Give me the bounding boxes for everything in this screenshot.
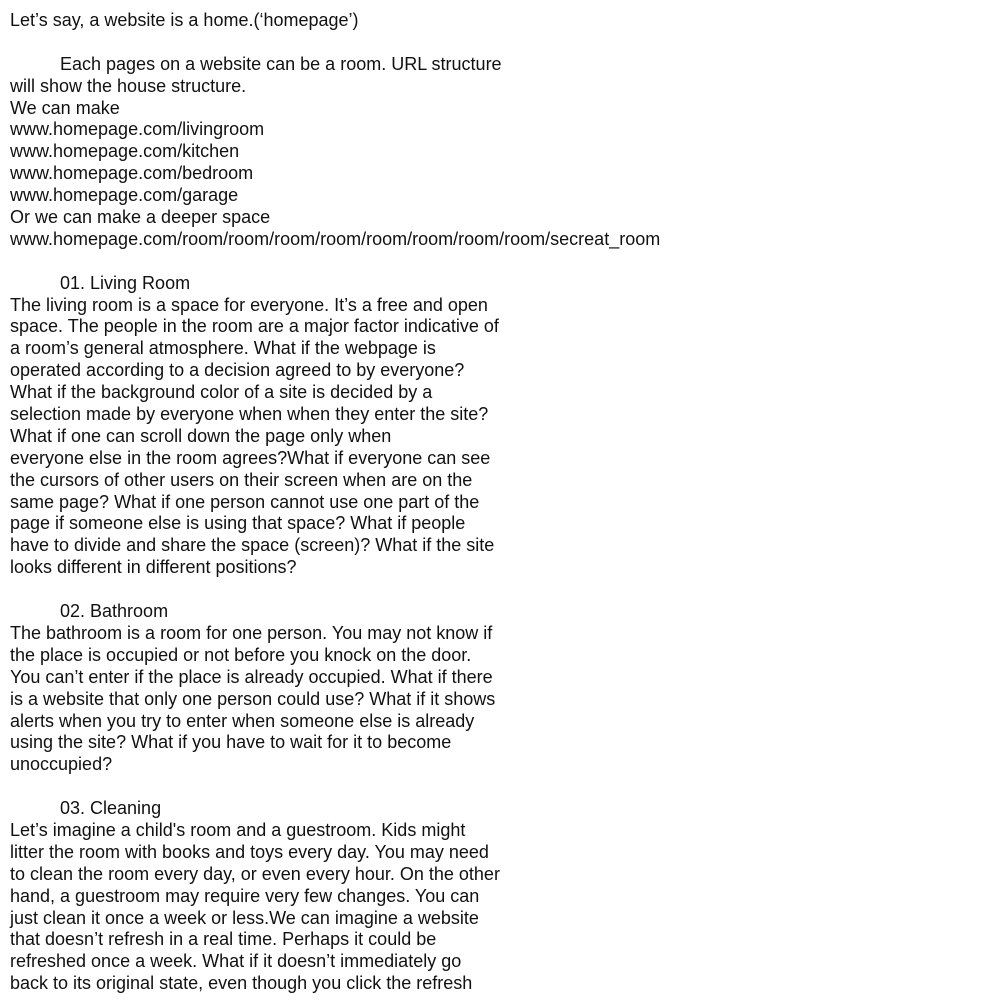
section-line: have to divide and share the space (screen)? What if the site xyxy=(10,535,495,556)
url-secret-room: www.homepage.com/room/room/room/room/room/room/room/room/secreat_room xyxy=(10,228,661,249)
section-line: same page? What if one person cannot use one part of the xyxy=(10,491,480,512)
section-line: just clean it once a week or less.We can imagine a website xyxy=(10,907,479,928)
section-line: hand, a guestroom may require very few changes. You can xyxy=(10,885,480,906)
section-bathroom xyxy=(10,601,990,776)
url-garage: www.homepage.com/garage xyxy=(10,185,239,206)
intro-paragraph xyxy=(10,54,990,251)
section-line: What if the background color of a site is decided by a xyxy=(10,382,433,403)
section-line: the cursors of other users on their screen when are on the xyxy=(10,469,473,490)
spacer xyxy=(10,776,990,798)
section-line: Let’s imagine a child's room and a guestroom. Kids might xyxy=(10,819,466,840)
section-line: litter the room with books and toys every day. You may need xyxy=(10,841,489,862)
section-line: the place is occupied or not before you knock on the door. xyxy=(10,644,472,665)
section-line: everyone else in the room agrees?What if everyone can see xyxy=(10,447,491,468)
spacer xyxy=(10,579,990,601)
section-line: refreshed once a week. What if it doesn’t immediately go xyxy=(10,951,462,972)
url-livingroom: www.homepage.com/livingroom xyxy=(10,119,265,140)
section-line: that doesn’t refresh in a real time. Perhaps it could be xyxy=(10,929,437,950)
section-line: You can’t enter if the place is already occupied. What if there xyxy=(10,666,493,687)
section-line: The living room is a space for everyone. It’s a free and open xyxy=(10,294,488,315)
section-line: The bathroom is a room for one person. You may not know if xyxy=(10,622,493,643)
intro-line: Each pages on a website can be a room. URL structure xyxy=(60,53,502,74)
section-heading: 03. Cleaning xyxy=(60,798,162,819)
section-heading: 02. Bathroom xyxy=(60,601,169,622)
section-line: is a website that only one person could use? What if it shows xyxy=(10,688,496,709)
intro-line: will show the house structure. xyxy=(10,75,247,96)
url-kitchen: www.homepage.com/kitchen xyxy=(10,141,240,162)
section-line: to clean the room every day, or even every hour. On the other xyxy=(10,863,500,884)
spacer xyxy=(10,32,990,54)
section-line: operated according to a decision agreed to by everyone? xyxy=(10,360,465,381)
section-line: alerts when you try to enter when someone else is already xyxy=(10,710,475,731)
section-line: space. The people in the room are a major factor indicative of xyxy=(10,316,499,337)
intro-title: Let’s say, a website is a home.(‘homepage’) xyxy=(10,10,359,30)
section-line: back to its original state, even though you click the refresh xyxy=(10,973,473,994)
section-line: looks different in different positions? xyxy=(10,557,297,578)
section-line: a room’s general atmosphere. What if the webpage is xyxy=(10,338,436,359)
url-bedroom: www.homepage.com/bedroom xyxy=(10,163,254,184)
section-line: page if someone else is using that space? What if people xyxy=(10,513,466,534)
section-cleaning xyxy=(10,798,990,995)
section-line: selection made by everyone when when they enter the site? xyxy=(10,404,489,425)
intro-line: We can make xyxy=(10,97,120,118)
section-heading: 01. Living Room xyxy=(60,272,191,293)
section-line: What if one can scroll down the page only when xyxy=(10,425,392,446)
section-living-room xyxy=(10,273,990,579)
section-line: using the site? What if you have to wait for it to become xyxy=(10,732,452,753)
intro-line: Or we can make a deeper space xyxy=(10,207,271,228)
section-line: unoccupied? xyxy=(10,754,113,775)
spacer xyxy=(10,251,990,273)
document-page xyxy=(10,10,990,995)
